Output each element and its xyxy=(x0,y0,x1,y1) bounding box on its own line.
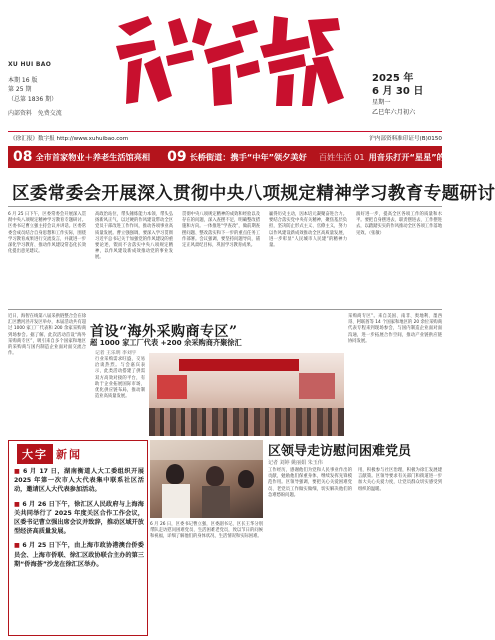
digital-edition-link[interactable]: 《徐汇报》数字报 http://www.xuhuibao.com xyxy=(10,136,129,142)
visit-photo xyxy=(150,440,263,518)
sub-deck: 超 1000 家工厂代表 +200 余采购商齐聚徐汇 xyxy=(90,338,242,347)
news-brief-box xyxy=(8,440,148,636)
right-column-1: 6 月 26 日，区委书记曹立强，区委副书记、区长王华分别带队走访慰问困难党员、生活困难老党员，致以节日的问候和祝福，详细了解他们的身体状况、生活情况和实际困难。 xyxy=(150,522,263,540)
lead-column-5: 演好进一步，提高全区各项工作的质量和水平。要把自身摆进去、职责摆进去、工作摆进去，以踏踏实实的作风推动全区各项工作落地见效。（张敏） xyxy=(356,212,442,236)
bullet-icon: ■ xyxy=(14,500,23,508)
teaser-headline-2[interactable]: 长桥街道：携手“中年”领夕美好 xyxy=(189,151,307,162)
lead-column-3: 贯彻中央八项规定精神的成效和经验以及存在的问题，深入查摆不足，明确整改措施和方向。一体推进“学查改”，做前期查摆问题、整改落实和下一步的重点任务工作部署。会议强调，要坚持问题导向，锚定正风肃纪目标，巩固学习教育成果。 xyxy=(182,212,260,249)
publication-permit: 沪内部资料准印证号(B)0150 xyxy=(369,136,442,142)
masthead-rule xyxy=(8,131,442,132)
news-brief-item[interactable]: ■ 6 月 25 日下午，由上海市政协港澳台侨委员会、上海市侨联、徐汇区政协联合主办的第三期“侨海荟”沙龙在徐汇区举办。 xyxy=(14,542,144,568)
news-brief-tag: 大字 xyxy=(17,444,53,464)
dept-label-a: 内部资料 xyxy=(8,110,33,117)
expo-photo xyxy=(149,353,344,436)
teaser-bar xyxy=(8,146,462,168)
dept-label-b: 免费交流 xyxy=(37,110,62,117)
news-brief-tag-2: 新闻 xyxy=(56,448,82,461)
masthead-meta xyxy=(8,60,88,119)
date-year: 2025 年 xyxy=(372,73,414,84)
sub-column-4: 采购商专区”。来自美国、南非、奥地利、墨西哥、阿联酋等 14 个国家和地区的 20 余位采购商代表专程来到现场参会，与国内制造企业面对面沟通，进一步拓展合作空间，推动产业链供应链协同发展。 xyxy=(348,314,442,344)
right-column-3: 用，积极参与社区治理，积极为徐汇发展建言献策。区领导要求有关部门和街道进一步加大关心关爱力度，让党员群众切实感受到组织的温暖。 xyxy=(358,468,442,492)
right-column-2: 工作经历，感谢他们为党和人民事业作出的贡献，勉励他们保重身体，继续发挥先锋模范作用。区领导强调，要把关心关爱困难党员、老党员工作做实做细，切实解决他们的急难愁盼问题。 xyxy=(268,468,352,498)
news-brief-item[interactable]: ■ 6 月 26 日下午，徐汇区人民政府与上海海关共同举行了 2025 年度关区合作工作会议，区委书记曹立强出席会议并致辞，推动区域开放型经济高质量发展。 xyxy=(14,500,144,536)
section-rule xyxy=(8,309,442,310)
right-headline[interactable]: 区领导走访慰问困难党员 xyxy=(268,444,412,459)
news-brief-item[interactable]: ■ 6 月 17 日，湖南衡道人大工委组织开展 2025 年第一次市人大代表集中联系社区活动，邀请区人大代表参加活动。 xyxy=(14,468,144,494)
lead-column-4: 赢得历史主动，因本培元凝聚奋进合力。要结合落实党中央有关精神，聚焦基层负担，坚决防止形式主义、官僚主义，努力以作风建设新成效推动全区高质量发展，进一步彰显“人民城市人民建”的精神力量。 xyxy=(269,212,347,249)
teaser-headline-3[interactable]: 用音乐打开“星星”的心扉 xyxy=(368,151,462,162)
teaser-page-08: 08 xyxy=(13,149,33,165)
lead-column-1: 6 月 25 日下午，区委常委会开展深入贯彻中央八项规定精神学习教育专题研讨。区委书记曹立强主持会议并讲话。区委常委会成员结合自身思想和工作实际，围绕学习教育成果进行交流发言，并就进一步深化学习教育、推动作风建设常态化长效化提出意见建议。 xyxy=(8,212,86,255)
date-box xyxy=(372,72,446,118)
sub-headline[interactable]: 首设“海外采购商专区” xyxy=(90,324,238,340)
teaser-page-09: 09 xyxy=(167,149,187,165)
newspaper-logo xyxy=(108,6,348,112)
sub-column-1: 近日，海智在线第八届采供链整合会在徐汇区漕河泾开发区举办，本届活动共有超过 1000 家工厂代表和 200 余家采购商到场参会。据了解，此次活动首设“海外采购商专区”，吸引来自多个国家和地区的采购商与国内制造企业面对面交流合作。 xyxy=(8,314,86,357)
sub-byline: 记者 王乐明 李刘宇 xyxy=(95,351,137,356)
date-weekday: 星期一 xyxy=(372,99,391,106)
masthead-pinyin: XU HUI BAO xyxy=(8,61,52,68)
issue-number: 第 25 期 xyxy=(8,86,32,93)
total-issue-number: （总第 1836 期） xyxy=(8,95,58,103)
bullet-icon: ■ xyxy=(14,468,24,475)
right-byline: 记者 刘婷 姚丽娟 朱玉伟 xyxy=(268,460,323,466)
bullet-icon: ■ xyxy=(14,542,23,550)
sub-column-2: 行业采购需求旺盛，交易洽谈热烈。与会嘉宾表示，此类活动搭建了供需双方高效对接的平台，有助于企业拓展国际市场、优化供应链布局，推动制造业高质量发展。 xyxy=(95,357,145,400)
teaser-headline-1[interactable]: 全市首家物业＋养老生活馆亮相 xyxy=(35,151,151,162)
date-lunar: 乙巳年六月初六 xyxy=(372,109,416,116)
lead-column-2: 高政治站位，带头锤炼能力本领、带头弘扬新风正气，以过硬的作风建设带动全区党员干部改进工作作风，推动各项事业高质量发展。曹立强强调，要深入学习贯彻习近平总书记关于加强党的作风建设的重要论述，锲而不舍落实中央八项规定精神，以作风建设新成效推动党的事业发展。 xyxy=(95,212,173,261)
lead-headline[interactable]: 区委常委会开展深入贯彻中央八项规定精神学习教育专题研讨 xyxy=(12,184,495,204)
date-month-day: 6 月 30 日 xyxy=(372,86,424,97)
issue-pages: 本期 16 版 xyxy=(8,76,38,84)
digital-line xyxy=(8,134,444,142)
teaser-section: 百姓生活 01 xyxy=(318,151,365,162)
lead-rule xyxy=(8,206,442,207)
